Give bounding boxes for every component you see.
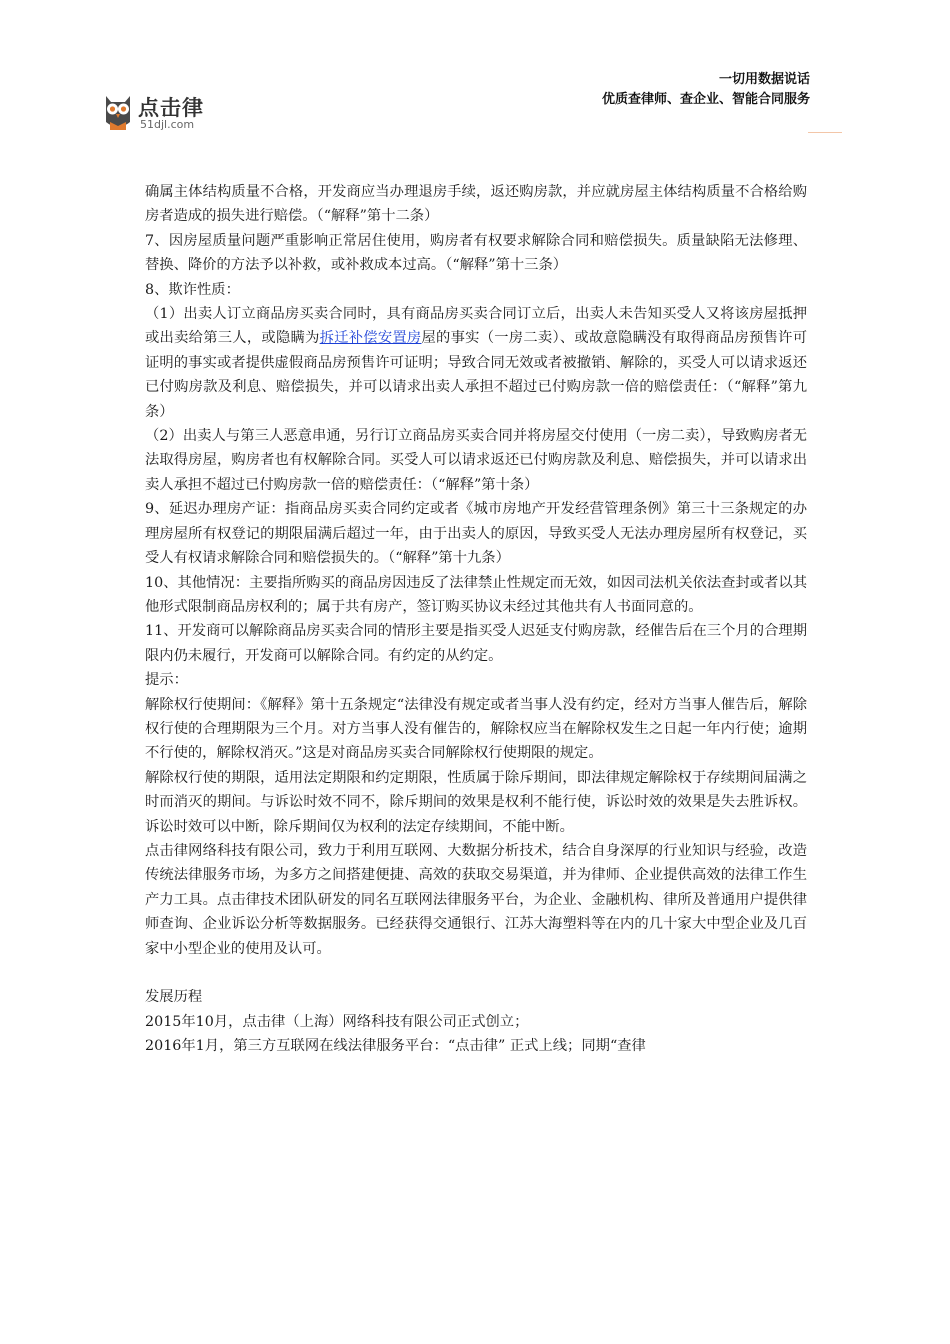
- slogan-line-1: 一切用数据说话: [718, 72, 810, 87]
- paragraph-text: （1）出卖人订立商品房买卖合同时，具有商品房买卖合同订立后，出卖人未告知买受人又将该房屋抵押或出卖给第三人，或隐瞒为: [145, 306, 807, 347]
- document-body: [145, 180, 807, 1059]
- page-header: [0, 0, 950, 150]
- paragraph: （2）出卖人与第三人恶意串通，另行订立商品房买卖合同并将房屋交付使用（一房二卖），导致购房者无法取得房屋，购房者也有权解除合同。买受人可以请求返还已付购房款及利息、赔偿损失，并可以请求出卖人承担不超过已付购房款一倍的赔偿责任：（“解释”第十条）: [145, 428, 807, 493]
- slogan: [602, 70, 810, 110]
- logo[interactable]: [100, 92, 240, 136]
- section-heading: 发展历程: [145, 989, 203, 1006]
- paragraph: 9、延迟办理房产证：指商品房买卖合同约定或者《城市房地产开发经营管理条例》第三十三条规定的办理房屋所有权登记的期限届满后超过一年，由于出卖人的原因，导致买受人无法办理房屋所有权登记，买受人有权请求解除合同和赔偿损失的。（“解释”第十九条）: [145, 501, 807, 567]
- header-divider: [808, 132, 842, 133]
- blank-line: [145, 961, 807, 985]
- paragraph: 2016年1月，第三方互联网在线法律服务平台：“点击律” 正式上线；同期“查律: [145, 1038, 646, 1055]
- paragraph: 解除权行使的期限，适用法定期限和约定期限，性质属于除斥期间，即法律规定解除权于存续期间届满之时而消灭的期间。与诉讼时效不同不，除斥期间的效果是权利不能行使，诉讼时效的效果是失去胜诉权。诉讼时效可以中断，除斥期间仅为权利的法定存续期间，不能中断。: [145, 769, 807, 835]
- paragraph: 提示：: [145, 672, 188, 689]
- paragraph: 解除权行使期间：《解释》第十五条规定“法律没有规定或者当事人没有约定，经对方当事人催告后，解除权行使的合理期限为三个月。对方当事人没有催告的，解除权应当在解除权发生之日起一年内行使；逾期不行使的，解除权消灭。”这是对商品房买卖合同解除权行使期限的规定。: [145, 696, 807, 762]
- paragraph: [145, 302, 807, 424]
- paragraph: 10、其他情况：主要指所购买的商品房因违反了法律禁止性规定而无效，如因司法机关依法查封或者以其他形式限制商品房权利的；属于共有房产，签订购买协议未经过其他共有人书面同意的。: [145, 574, 807, 615]
- owl-logo-icon: [100, 92, 136, 134]
- paragraph: 8、欺诈性质：: [145, 281, 240, 298]
- paragraph-text: 屋的事实（一房二卖）、或故意隐瞒没有取得商品房预售许可证明的事实或者提供虚假商品房预售许可证明；导致合同无效或者被撤销、解除的，买受人可以请求返还已付购房款及利息、赔偿损失，并可以请求出卖人承担不超过已付购房款一倍的赔偿责任：（“解释”第九条）: [145, 330, 807, 420]
- paragraph: 2015年10月，点击律（上海）网络科技有限公司正式创立；: [145, 1013, 529, 1030]
- relocation-housing-link[interactable]: 拆迁补偿安置房: [319, 330, 422, 347]
- logo-name: 点击律: [138, 96, 204, 120]
- slogan-line-2: 优质查律师、查企业、智能合同服务: [601, 92, 810, 107]
- paragraph: 7、因房屋质量问题严重影响正常居住使用，购房者有权要求解除合同和赔偿损失。质量缺陷无法修理、替换、降价的方法予以补救，或补救成本过高。（“解释”第十三条）: [145, 232, 807, 274]
- paragraph: 11、开发商可以解除商品房买卖合同的情形主要是指买受人迟延支付购房款，经催告后在三个月的合理期限内仍未履行，开发商可以解除合同。有约定的从约定。: [145, 623, 807, 664]
- paragraph: 确属主体结构质量不合格，开发商应当办理退房手续，返还购房款，并应就房屋主体结构质量不合格给购房者造成的损失进行赔偿。（“解释”第十二条）: [145, 184, 807, 225]
- logo-domain: 51djl.com: [140, 118, 195, 131]
- paragraph: 点击律网络科技有限公司，致力于利用互联网、大数据分析技术，结合自身深厚的行业知识与经验，改造传统法律服务市场，为多方之间搭建便捷、高效的获取交易渠道，并为律师、企业提供高效的法律工作生产力工具。点击律技术团队研发的同名互联网法律服务平台，为企业、金融机构、律所及普通用户提供律师查询、企业诉讼分析等数据服务。已经获得交通银行、江苏大海塑料等在内的几十家大中型企业及几百家中小型企业的使用及认可。: [145, 842, 807, 957]
